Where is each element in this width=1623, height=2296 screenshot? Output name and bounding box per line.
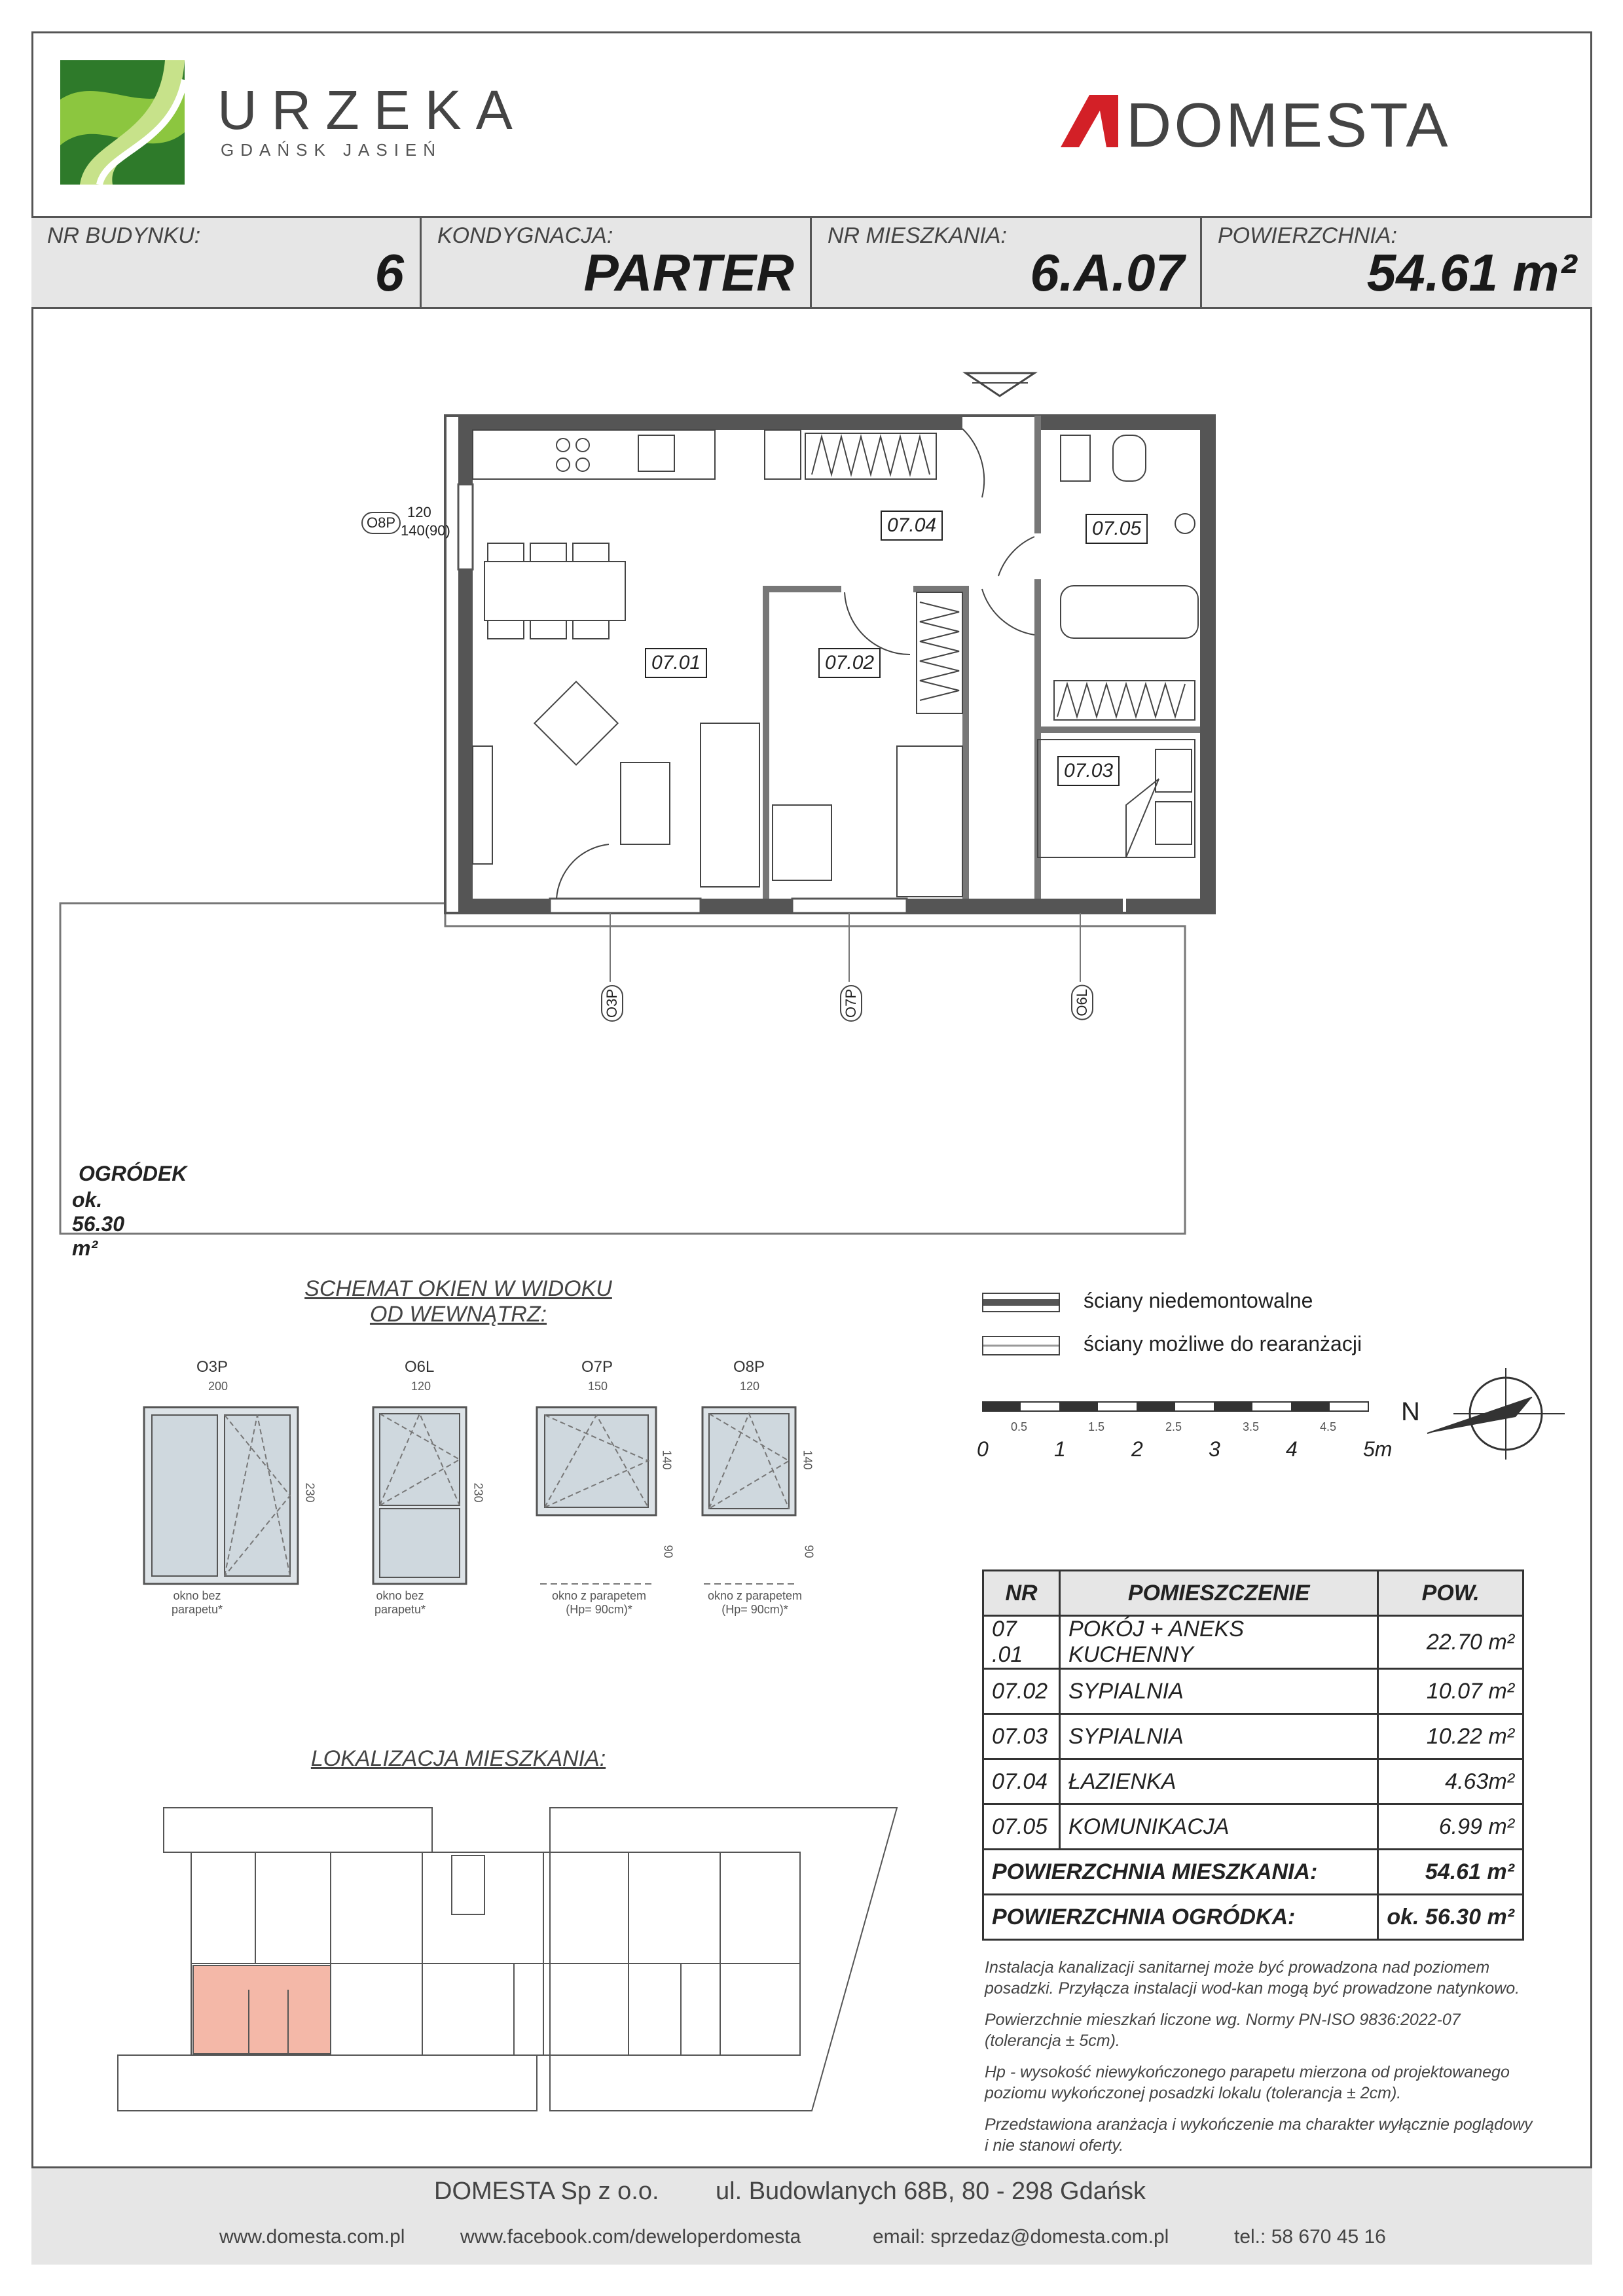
north-arrow [1401,1361,1571,1469]
urzeka-subtitle: GDAŃSK JASIEŃ [221,140,443,160]
row-area: 10.07 m² [1378,1669,1523,1714]
note-sewage: Instalacja kanalizacji sanitarnej może być prowadzona nad poziomem posadzki. Przyłącza instalacji wod-kan mogą być prowadzone natynkowo. [985,1958,1520,1998]
schema-o3p-width: 200 [208,1380,228,1393]
fixed-walls-label: ściany niedemontowalne [1084,1289,1313,1312]
table-row [983,1759,1523,1804]
total-garden-row [983,1895,1523,1940]
schema-o3p-id: O3P [196,1358,228,1376]
schema-o3p-note: okno bez parapetu* [172,1589,223,1616]
schema-o8p-width: 120 [740,1380,760,1393]
scale-minor-label: 3.5 [1243,1420,1260,1433]
total-apartment-label: POWIERZCHNIA MIESZKANIA: [983,1850,1378,1895]
fixed-wall-swatch [982,1293,1060,1312]
window-width: 120 [407,504,431,520]
window-marker-o6l [1071,985,1093,1024]
garden-label: OGRÓDEK [79,1162,187,1185]
urzeka-name: URZEKA [217,79,527,141]
room-table-header [983,1571,1523,1616]
scale-major-label: 5m [1363,1437,1393,1461]
row-room: POKÓJ + ANEKS KUCHENNY [1060,1616,1378,1669]
schema-o6l-note: okno bez parapetu* [374,1589,426,1616]
room-tag-07-04: 07.04 [881,511,943,541]
apartment-value: 6.A.07 [1030,243,1184,302]
row-area: 4.63m² [1378,1759,1523,1804]
total-apartment-value: 54.61 m² [1378,1850,1523,1895]
scale-bar-graphic [982,1401,1375,1420]
footer-phone: tel.: 58 670 45 16 [1234,2226,1386,2248]
scale-bar [977,1401,1393,1461]
row-area: 10.22 m² [1378,1714,1523,1759]
area-label: POWIERZCHNIA: [1218,223,1397,248]
row-area: 22.70 m² [1378,1616,1523,1669]
window-schema-title-line1: SCHEMAT OKIEN W WIDOKU [304,1276,612,1301]
schema-o8p-id: O8P [733,1358,765,1376]
scale-minor-label: 1.5 [1088,1420,1105,1433]
schema-o7p-sill: 90 [661,1545,675,1558]
schema-o6l-height: 230 [471,1482,485,1503]
row-nr: 07.02 [983,1669,1060,1714]
schema-o8p-note: okno z parapetem (Hp= 90cm)* [707,1589,803,1616]
total-garden-value: ok. 56.30 m² [1378,1895,1523,1940]
movable-wall-swatch [982,1336,1060,1355]
note-disclaimer: Przedstawiona aranżacja i wykończenie ma charakter wyłącznie poglądowy i nie stanowi oferty. [985,2115,1533,2155]
schema-o7p-id: O7P [581,1358,613,1376]
location-title: LOKALIZACJA MIESZKANIA: [310,1746,606,1771]
row-area: 6.99 m² [1378,1804,1523,1850]
window-id: O6L [1071,985,1093,1020]
col-nr: NR [983,1571,1060,1616]
building-label: NR BUDYNKU: [47,223,201,248]
row-room: ŁAZIENKA [1060,1759,1378,1804]
schema-o3p-height: 230 [303,1482,317,1503]
scale-minor-label: 2.5 [1165,1420,1182,1433]
area-value: 54.61 m² [1366,243,1577,302]
schema-o7p-width: 150 [588,1380,608,1393]
table-row [983,1804,1523,1850]
footer-email-link[interactable]: email: sprzedaz@domesta.com.pl [873,2226,1169,2248]
schema-o7p-note: okno z parapetem (Hp= 90cm)* [551,1589,647,1616]
room-tag-07-02: 07.02 [818,648,881,678]
room-table [982,1570,1524,1941]
row-nr: 07 .01 [983,1616,1060,1669]
north-label: N [1401,1397,1420,1426]
col-area: POW. [1378,1571,1523,1616]
schema-o6l-width: 120 [411,1380,431,1393]
scale-major-label: 1 [1054,1437,1066,1461]
row-nr: 07.05 [983,1804,1060,1850]
scale-major-label: 3 [1209,1437,1220,1461]
footer-facebook-link[interactable]: www.facebook.com/deweloperdomesta [460,2226,801,2248]
footer [31,2166,1592,2265]
window-id: O8P [361,512,401,534]
row-room: KOMUNIKACJA [1060,1804,1378,1850]
room-tag-07-05: 07.05 [1085,514,1148,544]
scale-minor-label: 4.5 [1320,1420,1337,1433]
scale-major-label: 2 [1131,1437,1143,1461]
building-value: 6 [374,243,404,302]
row-room: SYPIALNIA [1060,1714,1378,1759]
total-apartment-row [983,1850,1523,1895]
window-schema-title-line2: OD WEWNĄTRZ: [369,1302,547,1327]
movable-walls-label: ściany możliwe do rearanżacji [1084,1332,1362,1355]
floor-label: KONDYGNACJA: [437,223,613,248]
compass-icon [1401,1361,1571,1466]
col-room: POMIESZCZENIE [1060,1571,1378,1616]
domesta-name: DOMESTA [1126,90,1451,160]
scale-minor-label: 0.5 [1011,1420,1028,1433]
table-row [983,1714,1523,1759]
row-room: SYPIALNIA [1060,1669,1378,1714]
row-nr: 07.03 [983,1714,1060,1759]
room-tag-07-01: 07.01 [645,648,707,678]
footer-company: DOMESTA Sp z o.o. [434,2178,659,2205]
floor-value: PARTER [583,243,794,302]
note-hp: Hp - wysokość niewykończonego parapetu mierzona od projektowanego poziomu wykończonej posadzki lokalu (tolerancja ± 2cm). [985,2063,1510,2102]
footer-address: ul. Budowlanych 68B, 80 - 298 Gdańsk [716,2178,1146,2205]
garden-area: ok. 56.30 m² [72,1188,125,1260]
window-id: O3P [601,985,623,1022]
scale-major-label: 0 [977,1437,989,1461]
table-row [983,1616,1523,1669]
schema-o6l-id: O6L [405,1358,435,1376]
window-id: O7P [840,985,862,1022]
note-norm: Powierzchnie mieszkań liczone wg. Normy PN-ISO 9836:2022-07 (tolerancja ± 5cm). [985,2011,1461,2050]
footer-website-link[interactable]: www.domesta.com.pl [219,2226,405,2248]
apartment-label: NR MIESZKANIA: [828,223,1007,248]
schema-o8p-sill: 90 [802,1545,816,1558]
room-tag-07-03: 07.03 [1057,756,1120,786]
window-height: 140(90) [401,522,450,539]
scale-major-label: 4 [1286,1437,1298,1461]
schema-o8p-height: 140 [801,1450,814,1470]
schema-o7p-height: 140 [660,1450,674,1470]
total-garden-label: POWIERZCHNIA OGRÓDKA: [983,1895,1378,1940]
table-row [983,1669,1523,1714]
row-nr: 07.04 [983,1759,1060,1804]
